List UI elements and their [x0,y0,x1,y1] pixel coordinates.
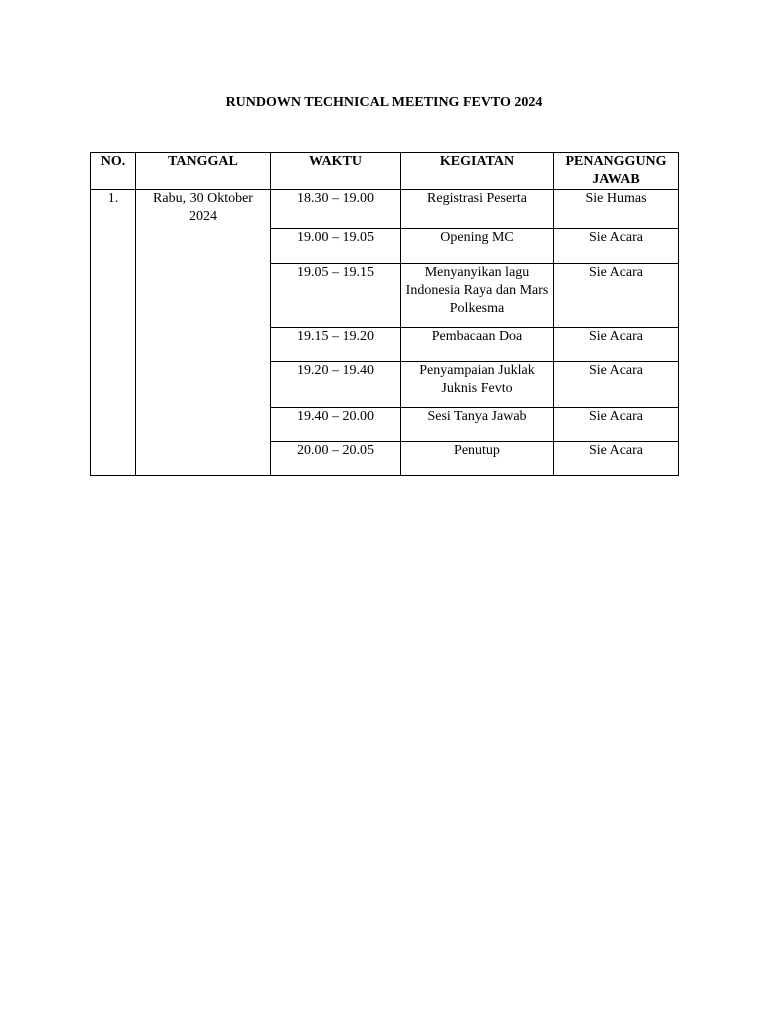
header-tanggal: TANGGAL [136,153,271,190]
cell-kegiatan: Penutup [401,442,554,476]
cell-penanggung-jawab: Sie Acara [554,328,679,362]
cell-waktu: 20.00 – 20.05 [271,442,401,476]
cell-waktu: 19.40 – 20.00 [271,408,401,442]
cell-kegiatan: Registrasi Peserta [401,190,554,229]
header-kegiatan: KEGIATAN [401,153,554,190]
table-row [91,190,679,229]
cell-waktu: 19.15 – 19.20 [271,328,401,362]
cell-tanggal: Rabu, 30 Oktober 2024 [136,190,271,476]
cell-penanggung-jawab: Sie Acara [554,362,679,408]
cell-penanggung-jawab: Sie Acara [554,264,679,328]
cell-waktu: 19.05 – 19.15 [271,264,401,328]
cell-no: 1. [91,190,136,476]
header-no: NO. [91,153,136,190]
document-title: RUNDOWN TECHNICAL MEETING FEVTO 2024 [225,95,543,110]
cell-kegiatan: Menyanyikan lagu Indonesia Raya dan Mars Polkesma [401,264,554,328]
header-waktu: WAKTU [271,153,401,190]
cell-kegiatan: Penyampaian Juklak Juknis Fevto [401,362,554,408]
cell-penanggung-jawab: Sie Acara [554,408,679,442]
cell-penanggung-jawab: Sie Acara [554,442,679,476]
cell-kegiatan: Sesi Tanya Jawab [401,408,554,442]
cell-waktu: 18.30 – 19.00 [271,190,401,229]
cell-waktu: 19.20 – 19.40 [271,362,401,408]
cell-kegiatan: Opening MC [401,229,554,264]
cell-waktu: 19.00 – 19.05 [271,229,401,264]
header-penanggung-jawab: PENANGGUNG JAWAB [554,153,679,190]
table-header-row [91,153,679,190]
cell-kegiatan: Pembacaan Doa [401,328,554,362]
cell-penanggung-jawab: Sie Humas [554,190,679,229]
cell-penanggung-jawab: Sie Acara [554,229,679,264]
rundown-table [90,152,679,476]
